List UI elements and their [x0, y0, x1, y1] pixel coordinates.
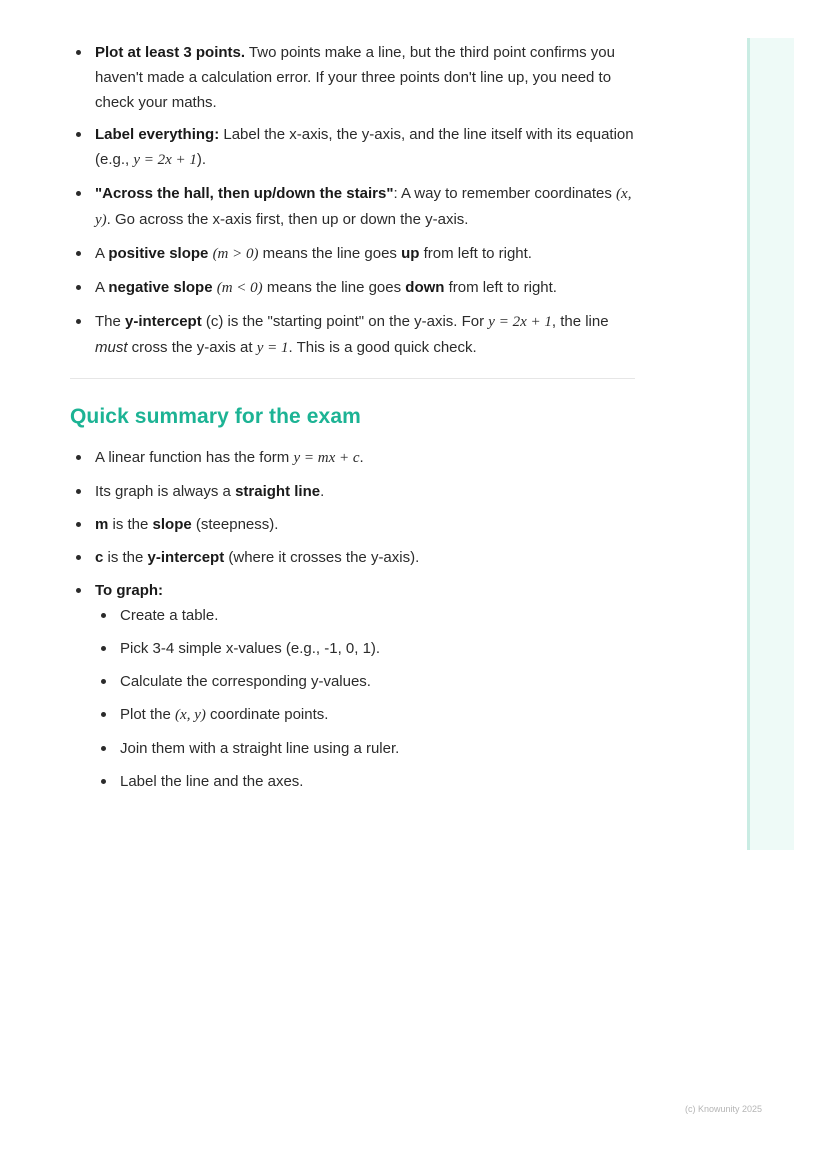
- list-item: "Across the hall, then up/down the stairs": A way to remember coordinates (x, y). Go across the x-axis first, then up or down the y-axis.: [70, 181, 635, 233]
- list-item: Label the line and the axes.: [95, 769, 635, 794]
- math-expression: (x, y): [95, 186, 632, 228]
- list-item: To graph: Create a table. Pick 3-4 simple x-values (e.g., -1, 0, 1). Calculate the corresponding y-values. Plot the (x, y) coordinate points. Join them with a straight line using a ruler. Label the line and the axes.: [70, 578, 635, 794]
- math-expression: (m > 0): [212, 246, 259, 262]
- list-item: A negative slope (m < 0) means the line goes down from left to right.: [70, 275, 635, 301]
- graphing-tips-list: [70, 40, 635, 361]
- summary-list: [70, 445, 635, 794]
- section-divider: [70, 378, 635, 379]
- list-item: A linear function has the form y = mx + c.: [70, 445, 635, 471]
- graphing-steps-list: [95, 603, 635, 794]
- list-item: Label everything: Label the x-axis, the y-axis, and the line itself with its equation (e.g., y = 2x + 1).: [70, 122, 635, 173]
- math-expression: y = 2x + 1: [488, 314, 552, 330]
- section-heading: Quick summary for the exam: [70, 405, 361, 428]
- math-expression: (x, y): [175, 707, 206, 723]
- list-item: Join them with a straight line using a ruler.: [95, 736, 635, 761]
- list-item: c is the y-intercept (where it crosses the y-axis).: [70, 545, 635, 570]
- list-item: Plot the (x, y) coordinate points.: [95, 702, 635, 728]
- list-item: Its graph is always a straight line.: [70, 479, 635, 504]
- list-item: Pick 3-4 simple x-values (e.g., -1, 0, 1).: [95, 636, 635, 661]
- list-item: Calculate the corresponding y-values.: [95, 669, 635, 694]
- list-item: A positive slope (m > 0) means the line goes up from left to right.: [70, 241, 635, 267]
- list-item: Plot at least 3 points. Two points make a line, but the third point confirms you haven't made a calculation error. If your three points don't line up, you need to check your maths.: [70, 40, 635, 115]
- tip-title: Plot at least 3 points.: [95, 44, 246, 61]
- list-item: Create a table.: [95, 603, 635, 628]
- math-expression: y = 2x + 1: [133, 152, 197, 168]
- math-expression: y = mx + c: [293, 450, 360, 466]
- side-panel: [747, 38, 794, 850]
- copyright-footer: (c) Knowunity 2025: [685, 1104, 763, 1114]
- math-expression: y = 1: [256, 340, 289, 356]
- list-item: m is the slope (steepness).: [70, 512, 635, 537]
- math-expression: (m < 0): [216, 280, 263, 296]
- document-body: [70, 40, 635, 802]
- list-item: The y-intercept (c) is the "starting point" on the y-axis. For y = 2x + 1, the line must cross the y-axis at y = 1. This is a good quick check.: [70, 309, 635, 361]
